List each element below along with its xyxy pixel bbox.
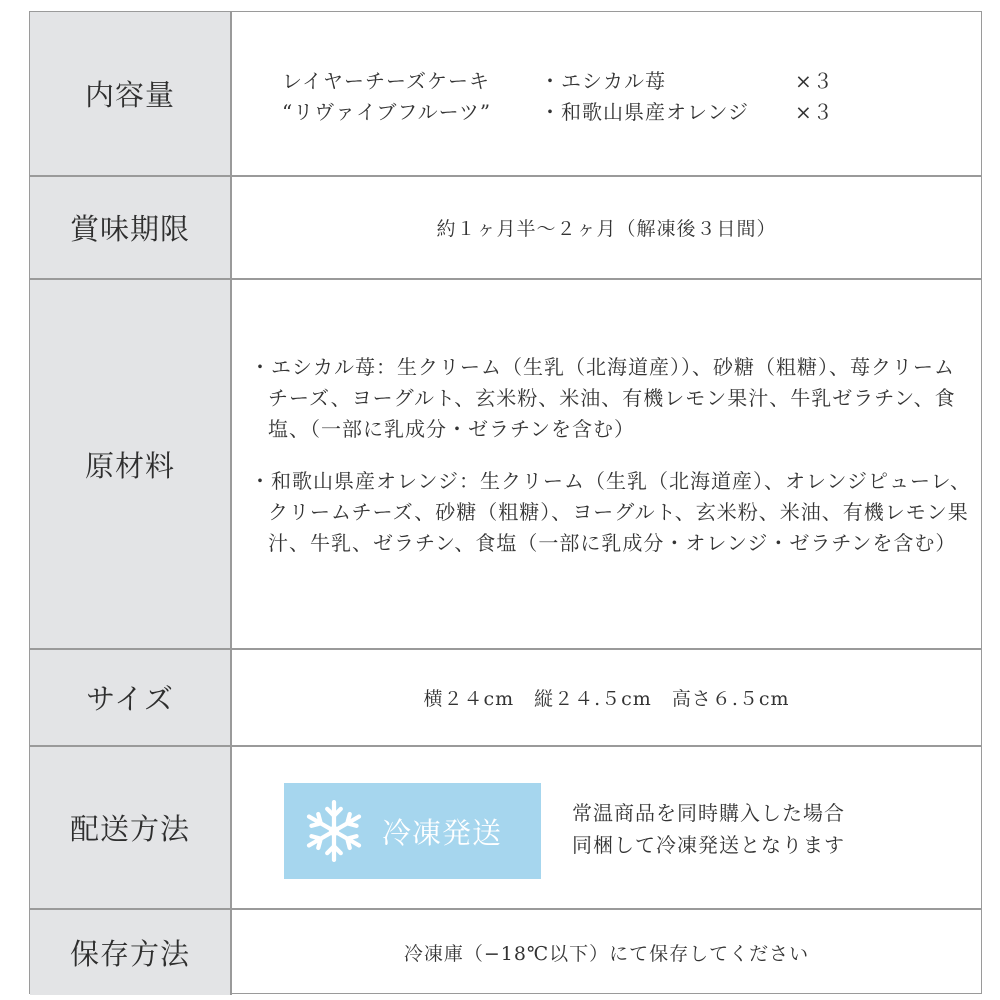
label-contents: 内容量 [30, 12, 232, 175]
row-storage [30, 910, 981, 995]
ingredients-strawberry: ・エシカル苺：生クリーム（生乳（北海道産））、砂糖（粗糖）、苺クリームチーズ、ヨーグルト、玄米粉、米油、有機レモン果汁、牛乳ゼラチン、食塩、（一部に乳成分・ゼラチンを含む） [250, 355, 956, 441]
contents-list [282, 66, 835, 128]
row-size [30, 650, 981, 747]
value-ingredients [232, 280, 981, 648]
contents-line [282, 66, 835, 97]
row-shipping [30, 747, 981, 910]
product-info-table [29, 11, 982, 994]
row-ingredients [30, 280, 981, 650]
row-best-before [30, 177, 981, 280]
flavor-name: ・和歌山県産オレンジ [540, 100, 749, 124]
row-contents [30, 12, 981, 177]
value-shipping [232, 747, 981, 908]
frozen-shipping-badge [284, 783, 541, 879]
contents-line [282, 97, 835, 128]
value-storage: 冷凍庫（−18℃以下）にて保存してください [403, 943, 810, 965]
product-name: レイヤーチーズケーキ [282, 69, 490, 93]
shipping-note [572, 797, 845, 861]
label-shipping: 配送方法 [30, 747, 232, 908]
label-size: サイズ [30, 650, 232, 745]
shipping-note-line: 常温商品を同時購入した場合 [572, 801, 845, 825]
flavor-name: ・エシカル苺 [540, 69, 666, 93]
snowflake-icon [300, 797, 368, 865]
label-ingredients: 原材料 [30, 280, 232, 648]
value-contents [232, 12, 981, 175]
product-subtitle: “リヴァイブフルーツ” [282, 100, 492, 124]
label-storage: 保存方法 [30, 910, 232, 995]
quantity: ×３ [795, 100, 834, 124]
quantity: ×３ [795, 69, 834, 93]
shipping-note-line: 同梱して冷凍発送となります [572, 833, 845, 857]
value-best-before: 約１ヶ月半～２ヶ月（解凍後３日間） [436, 218, 777, 240]
label-best-before: 賞味期限 [30, 177, 232, 278]
value-size: 横２４cm 縦２４.５cm 高さ６.５cm [423, 688, 790, 710]
ingredients-orange: ・和歌山県産オレンジ：生クリーム（生乳（北海道産）、オレンジピューレ、クリームチーズ、砂糖（粗糖）、ヨーグルト、玄米粉、米油、有機レモン果汁、牛乳、ゼラチン、食塩（一部に乳成分・オレンジ・ゼラチンを含む） [250, 469, 971, 555]
frozen-shipping-label: 冷凍発送 [382, 815, 503, 850]
ingredients-list [250, 352, 975, 580]
